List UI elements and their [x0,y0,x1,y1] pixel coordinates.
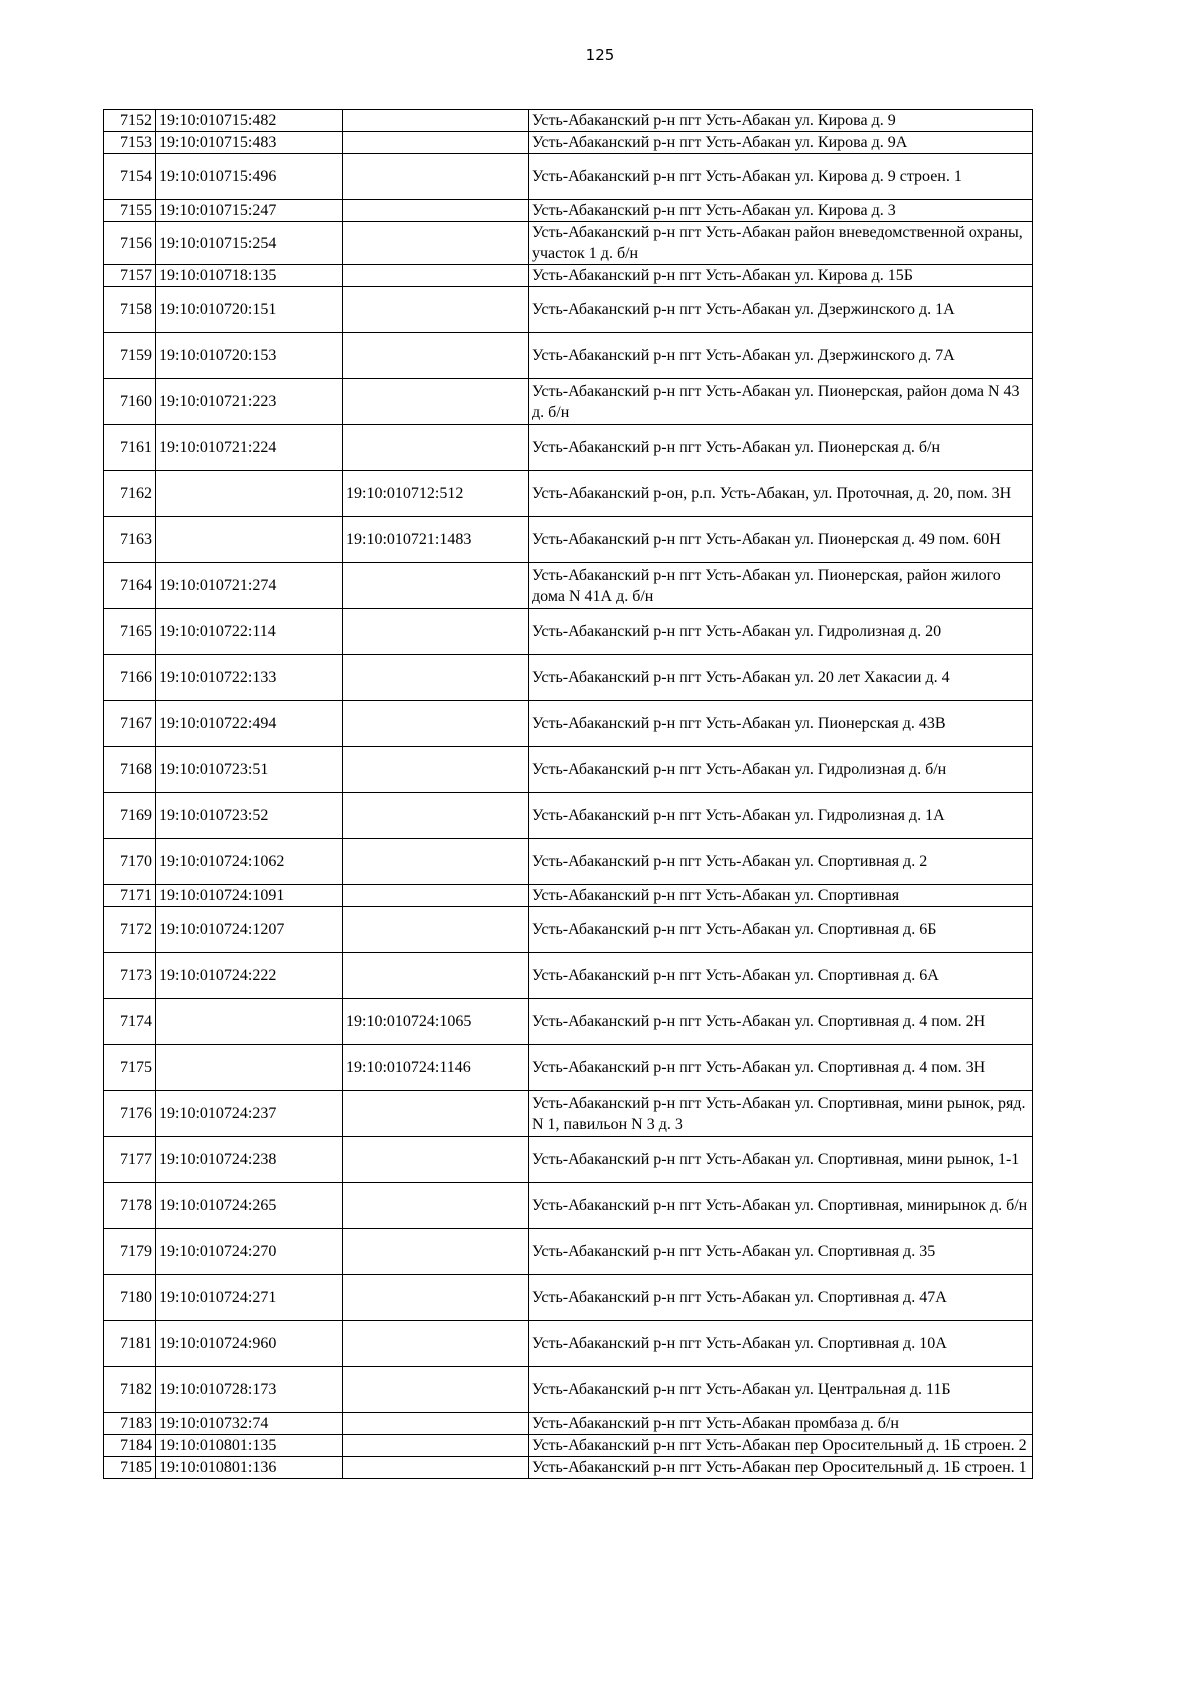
room-cadastral-number-cell [343,1091,529,1137]
row-number-cell: 7177 [104,1137,156,1183]
cadastral-number-cell [156,471,343,517]
address-cell: Усть-Абаканский р-н пгт Усть-Абакан ул. Гидролизная д. б/н [529,747,1033,793]
row-number-cell: 7176 [104,1091,156,1137]
address-cell: Усть-Абаканский р-н пгт Усть-Абакан ул. Кирова д. 9 строен. 1 [529,154,1033,200]
table-row [104,793,1033,839]
row-number-cell: 7162 [104,471,156,517]
address-cell: Усть-Абаканский р-н пгт Усть-Абакан ул. Кирова д. 9 [529,110,1033,132]
cadastral-number-cell [156,1045,343,1091]
row-number-cell: 7165 [104,609,156,655]
cadastral-number-cell [156,517,343,563]
address-cell: Усть-Абаканский р-н пгт Усть-Абакан ул. Спортивная д. 47А [529,1275,1033,1321]
table-row [104,200,1033,222]
table-row [104,655,1033,701]
room-cadastral-number-cell [343,563,529,609]
address-cell: Усть-Абаканский р-н пгт Усть-Абакан ул. Кирова д. 15Б [529,265,1033,287]
cadastral-number-cell: 19:10:010723:52 [156,793,343,839]
cadastral-number-cell: 19:10:010718:135 [156,265,343,287]
row-number-cell: 7160 [104,379,156,425]
row-number-cell: 7158 [104,287,156,333]
row-number-cell: 7185 [104,1457,156,1479]
room-cadastral-number-cell [343,1275,529,1321]
room-cadastral-number-cell [343,839,529,885]
cadastral-number-cell: 19:10:010724:238 [156,1137,343,1183]
row-number-cell: 7168 [104,747,156,793]
room-cadastral-number-cell [343,701,529,747]
room-cadastral-number-cell [343,287,529,333]
row-number-cell: 7174 [104,999,156,1045]
row-number-cell: 7179 [104,1229,156,1275]
room-cadastral-number-cell [343,655,529,701]
page-number: 125 [585,46,615,64]
room-cadastral-number-cell [343,265,529,287]
address-cell: Усть-Абаканский р-н пгт Усть-Абакан ул. Гидролизная д. 1А [529,793,1033,839]
cadastral-number-cell: 19:10:010715:254 [156,222,343,265]
table-row [104,1413,1033,1435]
cadastral-number-cell: 19:10:010720:153 [156,333,343,379]
table-row [104,1091,1033,1137]
cadastral-number-cell: 19:10:010722:133 [156,655,343,701]
table-row [104,953,1033,999]
table-row [104,471,1033,517]
address-cell: Усть-Абаканский р-н пгт Усть-Абакан ул. Спортивная д. 4 пом. 3Н [529,1045,1033,1091]
row-number-cell: 7181 [104,1321,156,1367]
address-cell: Усть-Абаканский р-н пгт Усть-Абакан район вневедомственной охраны, участок 1 д. б/н [529,222,1033,265]
cadastral-number-cell: 19:10:010724:270 [156,1229,343,1275]
row-number-cell: 7167 [104,701,156,747]
row-number-cell: 7180 [104,1275,156,1321]
table-row [104,1229,1033,1275]
row-number-cell: 7170 [104,839,156,885]
address-cell: Усть-Абаканский р-н пгт Усть-Абакан ул. Пионерская д. 49 пом. 60Н [529,517,1033,563]
table-row [104,1137,1033,1183]
address-cell: Усть-Абаканский р-н пгт Усть-Абакан ул. Спортивная д. 2 [529,839,1033,885]
room-cadastral-number-cell: 19:10:010712:512 [343,471,529,517]
cadastral-number-cell [156,999,343,1045]
cadastral-number-cell: 19:10:010724:1091 [156,885,343,907]
cadastral-number-cell: 19:10:010732:74 [156,1413,343,1435]
cadastral-number-cell: 19:10:010728:173 [156,1367,343,1413]
room-cadastral-number-cell [343,132,529,154]
room-cadastral-number-cell [343,907,529,953]
row-number-cell: 7164 [104,563,156,609]
table-row [104,1275,1033,1321]
room-cadastral-number-cell [343,885,529,907]
address-cell: Усть-Абаканский р-н пгт Усть-Абакан ул. Кирова д. 3 [529,200,1033,222]
table-row [104,1367,1033,1413]
table-row [104,1435,1033,1457]
cadastral-number-cell: 19:10:010715:482 [156,110,343,132]
room-cadastral-number-cell [343,200,529,222]
table-row [104,222,1033,265]
row-number-cell: 7166 [104,655,156,701]
cadastral-number-cell: 19:10:010721:224 [156,425,343,471]
address-cell: Усть-Абаканский р-н пгт Усть-Абакан ул. Дзержинского д. 1А [529,287,1033,333]
address-cell: Усть-Абаканский р-н пгт Усть-Абакан ул. Спортивная д. 6Б [529,907,1033,953]
row-number-cell: 7169 [104,793,156,839]
cadastral-number-cell: 19:10:010801:135 [156,1435,343,1457]
address-cell: Усть-Абаканский р-н пгт Усть-Абакан ул. Спортивная д. 35 [529,1229,1033,1275]
table-row [104,1321,1033,1367]
row-number-cell: 7157 [104,265,156,287]
cadastral-number-cell: 19:10:010724:1062 [156,839,343,885]
table-row [104,425,1033,471]
room-cadastral-number-cell [343,154,529,200]
row-number-cell: 7182 [104,1367,156,1413]
address-cell: Усть-Абаканский р-н пгт Усть-Абакан ул. 20 лет Хакасии д. 4 [529,655,1033,701]
room-cadastral-number-cell [343,379,529,425]
room-cadastral-number-cell: 19:10:010724:1065 [343,999,529,1045]
cadastral-number-cell: 19:10:010715:247 [156,200,343,222]
table-row [104,747,1033,793]
row-number-cell: 7171 [104,885,156,907]
table-row [104,907,1033,953]
cadastral-number-cell: 19:10:010724:222 [156,953,343,999]
cadastral-number-cell: 19:10:010722:494 [156,701,343,747]
row-number-cell: 7184 [104,1435,156,1457]
row-number-cell: 7161 [104,425,156,471]
address-cell: Усть-Абаканский р-н пгт Усть-Абакан ул. Гидролизная д. 20 [529,609,1033,655]
table-row [104,379,1033,425]
address-cell: Усть-Абаканский р-н пгт Усть-Абакан ул. Пионерская д. б/н [529,425,1033,471]
row-number-cell: 7159 [104,333,156,379]
row-number-cell: 7173 [104,953,156,999]
cadastral-number-cell: 19:10:010715:483 [156,132,343,154]
row-number-cell: 7178 [104,1183,156,1229]
room-cadastral-number-cell [343,1321,529,1367]
address-cell: Усть-Абаканский р-н пгт Усть-Абакан ул. Спортивная, минирынок д. б/н [529,1183,1033,1229]
address-cell: Усть-Абаканский р-н пгт Усть-Абакан ул. Пионерская д. 43В [529,701,1033,747]
room-cadastral-number-cell [343,609,529,655]
cadastral-number-cell: 19:10:010721:223 [156,379,343,425]
room-cadastral-number-cell [343,110,529,132]
address-cell: Усть-Абаканский р-н пгт Усть-Абакан ул. Спортивная д. 10А [529,1321,1033,1367]
cadastral-number-cell: 19:10:010722:114 [156,609,343,655]
cadastral-number-cell: 19:10:010801:136 [156,1457,343,1479]
address-cell: Усть-Абаканский р-н пгт Усть-Абакан ул. Пионерская, район жилого дома N 41А д. б/н [529,563,1033,609]
room-cadastral-number-cell [343,1413,529,1435]
room-cadastral-number-cell [343,1183,529,1229]
room-cadastral-number-cell [343,1435,529,1457]
row-number-cell: 7175 [104,1045,156,1091]
room-cadastral-number-cell [343,1137,529,1183]
row-number-cell: 7183 [104,1413,156,1435]
address-cell: Усть-Абаканский р-н пгт Усть-Абакан ул. Кирова д. 9А [529,132,1033,154]
row-number-cell: 7155 [104,200,156,222]
room-cadastral-number-cell [343,425,529,471]
table-row [104,110,1033,132]
address-cell: Усть-Абаканский р-н пгт Усть-Абакан ул. Спортивная [529,885,1033,907]
table-row [104,1183,1033,1229]
table-row [104,999,1033,1045]
cadastral-number-cell: 19:10:010715:496 [156,154,343,200]
address-cell: Усть-Абаканский р-н пгт Усть-Абакан ул. Спортивная д. 4 пом. 2Н [529,999,1033,1045]
property-registry-table [103,109,1033,1479]
table-row [104,839,1033,885]
room-cadastral-number-cell [343,747,529,793]
row-number-cell: 7154 [104,154,156,200]
cadastral-number-cell: 19:10:010724:271 [156,1275,343,1321]
table-row [104,154,1033,200]
address-cell: Усть-Абаканский р-н пгт Усть-Абакан ул. Пионерская, район дома N 43 д. б/н [529,379,1033,425]
table-row [104,517,1033,563]
table-row [104,265,1033,287]
room-cadastral-number-cell: 19:10:010724:1146 [343,1045,529,1091]
row-number-cell: 7172 [104,907,156,953]
address-cell: Усть-Абаканский р-н пгт Усть-Абакан ул. Центральная д. 11Б [529,1367,1033,1413]
room-cadastral-number-cell [343,1367,529,1413]
room-cadastral-number-cell [343,953,529,999]
address-cell: Усть-Абаканский р-н пгт Усть-Абакан пер Оросительный д. 1Б строен. 1 [529,1457,1033,1479]
row-number-cell: 7156 [104,222,156,265]
row-number-cell: 7163 [104,517,156,563]
table-row [104,1457,1033,1479]
table-row [104,885,1033,907]
table-row [104,563,1033,609]
address-cell: Усть-Абаканский р-н пгт Усть-Абакан ул. Дзержинского д. 7А [529,333,1033,379]
address-cell: Усть-Абаканский р-н пгт Усть-Абакан пер Оросительный д. 1Б строен. 2 [529,1435,1033,1457]
table-row [104,1045,1033,1091]
address-cell: Усть-Абаканский р-он, р.п. Усть-Абакан, ул. Проточная, д. 20, пом. 3Н [529,471,1033,517]
cadastral-number-cell: 19:10:010720:151 [156,287,343,333]
room-cadastral-number-cell [343,333,529,379]
table-row [104,333,1033,379]
address-cell: Усть-Абаканский р-н пгт Усть-Абакан ул. Спортивная, мини рынок, 1-1 [529,1137,1033,1183]
cadastral-number-cell: 19:10:010724:237 [156,1091,343,1137]
cadastral-number-cell: 19:10:010721:274 [156,563,343,609]
table-row [104,287,1033,333]
table-row [104,132,1033,154]
row-number-cell: 7153 [104,132,156,154]
cadastral-number-cell: 19:10:010724:1207 [156,907,343,953]
room-cadastral-number-cell [343,1229,529,1275]
room-cadastral-number-cell [343,222,529,265]
room-cadastral-number-cell [343,1457,529,1479]
cadastral-number-cell: 19:10:010723:51 [156,747,343,793]
address-cell: Усть-Абаканский р-н пгт Усть-Абакан ул. Спортивная д. 6А [529,953,1033,999]
row-number-cell: 7152 [104,110,156,132]
table-body [104,110,1033,1479]
room-cadastral-number-cell [343,793,529,839]
address-cell: Усть-Абаканский р-н пгт Усть-Абакан ул. Спортивная, мини рынок, ряд. N 1, павильон N 3 д. 3 [529,1091,1033,1137]
table-row [104,701,1033,747]
cadastral-number-cell: 19:10:010724:960 [156,1321,343,1367]
room-cadastral-number-cell: 19:10:010721:1483 [343,517,529,563]
cadastral-number-cell: 19:10:010724:265 [156,1183,343,1229]
table-row [104,609,1033,655]
address-cell: Усть-Абаканский р-н пгт Усть-Абакан промбаза д. б/н [529,1413,1033,1435]
